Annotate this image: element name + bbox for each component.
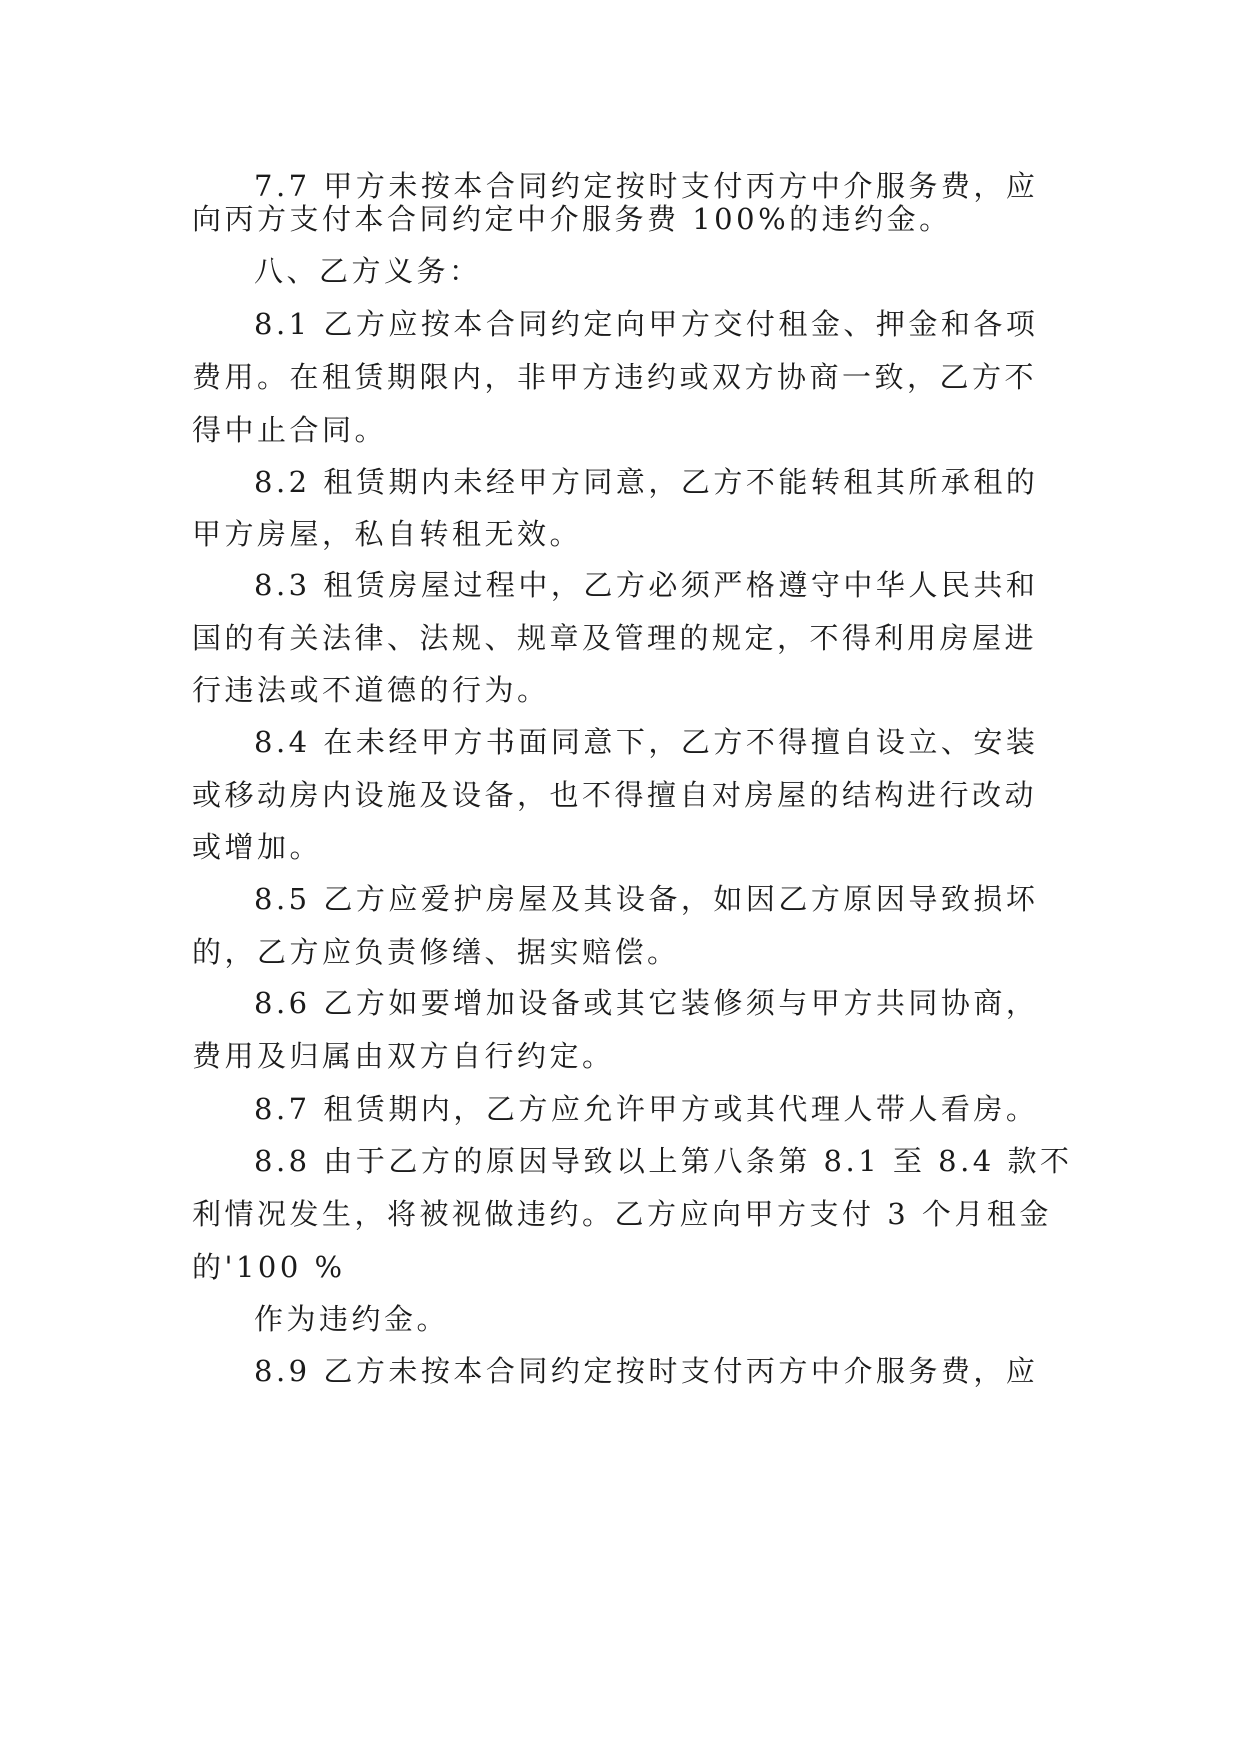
text-line: 费用及归属由双方自行约定。 bbox=[192, 1039, 615, 1073]
text-line: 得中止合同。 bbox=[192, 413, 388, 447]
text-line: 7.7 甲方未按本合同约定按时支付丙方中介服务费，应 bbox=[254, 169, 1039, 203]
text-line: 的，乙方应负责修缮、据实赔偿。 bbox=[192, 935, 680, 969]
text-line: 或移动房内设施及设备，也不得擅自对房屋的结构进行改动 bbox=[192, 778, 1038, 812]
text-line: 甲方房屋，私自转租无效。 bbox=[192, 517, 583, 551]
text-line: 8.3 租赁房屋过程中，乙方必须严格遵守中华人民共和 bbox=[254, 568, 1039, 602]
text-line: 或增加。 bbox=[192, 830, 323, 864]
text-line: 8.8 由于乙方的原因导致以上第八条第 8.1 至 8.4 款不 bbox=[254, 1144, 1073, 1178]
text-line: 8.4 在未经甲方书面同意下，乙方不得擅自设立、安装 bbox=[254, 725, 1039, 759]
text-line: 国的有关法律、法规、规章及管理的规定，不得利用房屋进 bbox=[192, 621, 1038, 655]
text-line: 8.2 租赁期内未经甲方同意，乙方不能转租其所承租的 bbox=[254, 465, 1039, 499]
text-line: 8.1 乙方应按本合同约定向甲方交付租金、押金和各项 bbox=[254, 307, 1039, 341]
text-line: 向丙方支付本合同约定中介服务费 100%的违约金。 bbox=[192, 202, 952, 236]
section-heading: 八、乙方义务： bbox=[254, 254, 482, 288]
text-line: 作为违约金。 bbox=[254, 1302, 450, 1336]
text-line: 8.5 乙方应爱护房屋及其设备，如因乙方原因导致损坏 bbox=[254, 882, 1039, 916]
text-line: 费用。在租赁期限内，非甲方违约或双方协商一致，乙方不 bbox=[192, 360, 1038, 394]
text-line: 利情况发生，将被视做违约。乙方应向甲方支付 3 个月租金 bbox=[192, 1197, 1052, 1231]
text-line: 的'100 % bbox=[192, 1250, 346, 1284]
text-line: 行违法或不道德的行为。 bbox=[192, 673, 550, 707]
text-line: 8.7 租赁期内，乙方应允许甲方或其代理人带人看房。 bbox=[254, 1092, 1039, 1126]
text-line: 8.6 乙方如要增加设备或其它装修须与甲方共同协商， bbox=[254, 986, 1039, 1020]
text-line: 8.9 乙方未按本合同约定按时支付丙方中介服务费，应 bbox=[254, 1354, 1039, 1388]
